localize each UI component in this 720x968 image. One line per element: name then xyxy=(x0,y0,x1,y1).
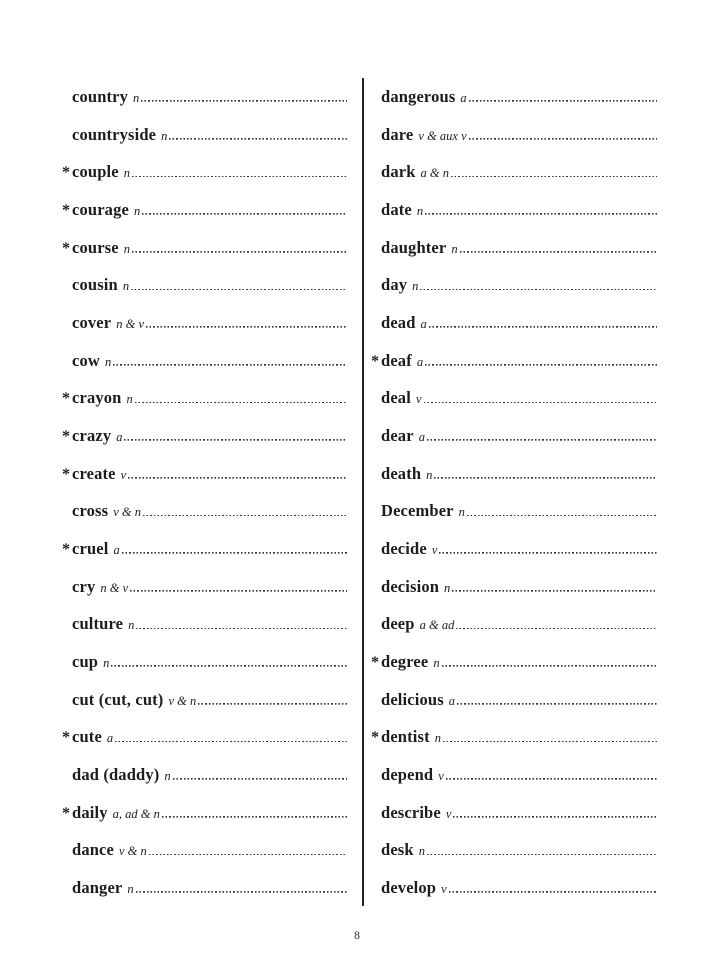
dotted-fill-in-line xyxy=(162,816,347,818)
part-of-speech-label: n xyxy=(126,392,133,407)
word-entry xyxy=(62,645,347,683)
part-of-speech-label: n xyxy=(122,279,130,294)
dotted-fill-in-line xyxy=(460,251,657,253)
part-of-speech-label: a xyxy=(113,543,120,558)
dotted-fill-in-line xyxy=(427,853,657,855)
headword: dead xyxy=(381,313,416,333)
part-of-speech-label: a xyxy=(448,693,456,708)
word-entry xyxy=(62,344,347,382)
dotted-fill-in-line xyxy=(124,439,347,441)
dotted-fill-in-line xyxy=(122,552,347,554)
word-list-column-left xyxy=(62,80,347,909)
part-of-speech-label: n xyxy=(426,467,433,482)
headword: decision xyxy=(381,576,440,596)
part-of-speech-label: n xyxy=(103,656,110,671)
asterisk-marker: * xyxy=(371,729,379,747)
headword: delicious xyxy=(381,689,444,709)
headword: dangerous xyxy=(381,87,456,106)
word-list-column-right xyxy=(371,80,657,909)
dotted-fill-in-line xyxy=(141,100,347,102)
part-of-speech-label: v xyxy=(415,392,422,407)
part-of-speech-label: n xyxy=(412,279,419,294)
word-entry xyxy=(62,419,347,457)
headword: cow xyxy=(72,350,100,370)
dotted-fill-in-line xyxy=(111,665,347,667)
word-entry xyxy=(371,758,657,796)
headword: develop xyxy=(381,878,437,898)
asterisk-marker: * xyxy=(371,352,379,370)
word-entry xyxy=(371,419,657,457)
dotted-fill-in-line xyxy=(449,891,657,893)
part-of-speech-label: v xyxy=(445,806,452,821)
asterisk-marker: * xyxy=(62,428,70,446)
dotted-fill-in-line xyxy=(457,703,657,705)
part-of-speech-label: n xyxy=(444,580,451,595)
word-entry xyxy=(371,796,657,834)
headword: desk xyxy=(381,840,414,860)
word-entry xyxy=(371,720,657,758)
headword: courage xyxy=(72,200,129,220)
dotted-fill-in-line xyxy=(453,816,657,818)
headword: cut (cut, cut) xyxy=(72,689,164,709)
asterisk-marker: * xyxy=(62,729,70,747)
word-entry xyxy=(371,118,657,156)
headword: danger xyxy=(72,878,123,898)
word-entry xyxy=(62,268,347,306)
word-entry xyxy=(62,306,347,344)
headword: deaf xyxy=(381,350,412,370)
word-entry xyxy=(371,494,657,532)
dotted-fill-in-line xyxy=(439,552,657,554)
word-entry xyxy=(62,231,347,269)
dotted-fill-in-line xyxy=(446,778,657,780)
headword: describe xyxy=(381,802,441,822)
part-of-speech-label: n & v xyxy=(100,580,129,595)
dotted-fill-in-line xyxy=(420,288,657,290)
asterisk-marker: * xyxy=(62,202,70,220)
word-entry xyxy=(62,457,347,495)
part-of-speech-label: a xyxy=(460,91,467,105)
part-of-speech-label: a xyxy=(416,354,424,369)
headword: countryside xyxy=(72,124,157,144)
headword: cross xyxy=(72,501,109,521)
dotted-fill-in-line xyxy=(169,138,347,140)
dotted-fill-in-line xyxy=(136,891,347,893)
headword: depend xyxy=(381,765,434,785)
part-of-speech-label: n xyxy=(434,731,441,746)
word-entry xyxy=(62,833,347,871)
dotted-fill-in-line xyxy=(469,138,657,140)
part-of-speech-label: n xyxy=(451,241,458,256)
headword: dad (daddy) xyxy=(72,765,160,785)
headword: day xyxy=(381,275,408,295)
part-of-speech-label: n xyxy=(161,128,168,143)
part-of-speech-label: v xyxy=(438,769,444,784)
dotted-fill-in-line xyxy=(425,364,657,366)
dotted-fill-in-line xyxy=(128,477,347,479)
headword: date xyxy=(381,200,412,220)
part-of-speech-label: v & n xyxy=(119,844,147,859)
word-entry xyxy=(371,193,657,231)
word-entry xyxy=(371,833,657,871)
part-of-speech-label: n xyxy=(164,769,171,784)
part-of-speech-label: n xyxy=(133,91,140,105)
headword: daily xyxy=(72,802,108,822)
dotted-fill-in-line xyxy=(451,175,657,177)
word-entry xyxy=(371,607,657,645)
dotted-fill-in-line xyxy=(149,853,347,855)
headword: couple xyxy=(72,162,119,182)
headword: create xyxy=(72,463,116,483)
word-entry xyxy=(62,381,347,419)
dotted-fill-in-line xyxy=(434,477,657,479)
word-entry xyxy=(62,607,347,645)
part-of-speech-label: v & n xyxy=(113,505,141,520)
part-of-speech-label: a xyxy=(418,430,425,445)
dotted-fill-in-line xyxy=(136,627,347,629)
part-of-speech-label: a & n xyxy=(420,166,450,181)
part-of-speech-label: a, ad & n xyxy=(112,806,160,821)
part-of-speech-label: n xyxy=(128,618,135,633)
dotted-fill-in-line xyxy=(469,100,657,102)
word-entry xyxy=(371,80,657,118)
dotted-fill-in-line xyxy=(115,740,347,742)
part-of-speech-label: v & aux v xyxy=(418,128,467,143)
headword: cover xyxy=(72,313,112,333)
word-entry xyxy=(62,80,347,118)
word-entry xyxy=(371,457,657,495)
dotted-fill-in-line xyxy=(427,439,657,441)
word-entry xyxy=(62,796,347,834)
word-entry xyxy=(371,306,657,344)
dotted-fill-in-line xyxy=(442,665,657,667)
dotted-fill-in-line xyxy=(452,590,657,592)
headword: cousin xyxy=(72,275,118,295)
headword: cup xyxy=(72,652,99,672)
headword: cute xyxy=(72,727,102,747)
part-of-speech-label: n & v xyxy=(116,317,145,332)
part-of-speech-label: n xyxy=(127,882,134,897)
part-of-speech-label: a xyxy=(420,317,427,332)
dotted-fill-in-line xyxy=(113,364,347,366)
word-entry xyxy=(371,344,657,382)
page-number: 8 xyxy=(354,930,360,942)
word-entry xyxy=(62,532,347,570)
asterisk-marker: * xyxy=(62,804,70,822)
asterisk-marker: * xyxy=(62,541,70,559)
word-entry xyxy=(62,570,347,608)
part-of-speech-label: n xyxy=(433,656,440,671)
word-entry xyxy=(371,570,657,608)
asterisk-marker: * xyxy=(371,654,379,672)
headword: dark xyxy=(381,162,416,182)
word-entry xyxy=(62,720,347,758)
word-entry xyxy=(62,155,347,193)
part-of-speech-label: n xyxy=(133,204,141,219)
part-of-speech-label: n xyxy=(123,166,130,181)
headword: deal xyxy=(381,388,411,408)
part-of-speech-label: n xyxy=(104,354,112,369)
asterisk-marker: * xyxy=(62,390,70,408)
word-entry xyxy=(62,683,347,721)
headword: culture xyxy=(72,614,124,634)
headword: death xyxy=(381,463,422,483)
word-entry xyxy=(62,118,347,156)
dotted-fill-in-line xyxy=(456,627,657,629)
dotted-fill-in-line xyxy=(198,703,347,705)
column-divider-line xyxy=(362,78,364,906)
part-of-speech-label: a xyxy=(106,731,114,746)
part-of-speech-label: n xyxy=(123,241,130,256)
word-entry xyxy=(371,155,657,193)
word-entry xyxy=(371,381,657,419)
headword: decide xyxy=(381,539,427,559)
part-of-speech-label: v xyxy=(120,467,127,482)
asterisk-marker: * xyxy=(62,465,70,483)
headword: deep xyxy=(381,614,415,634)
dotted-fill-in-line xyxy=(142,213,347,215)
headword: cruel xyxy=(72,539,109,559)
headword: December xyxy=(381,501,454,521)
headword: dentist xyxy=(381,727,430,747)
part-of-speech-label: n xyxy=(458,505,465,520)
headword: country xyxy=(72,87,129,106)
part-of-speech-label: a xyxy=(116,430,123,445)
headword: dear xyxy=(381,426,414,446)
dotted-fill-in-line xyxy=(425,213,657,215)
headword: crazy xyxy=(72,426,112,446)
headword: course xyxy=(72,237,119,257)
dotted-fill-in-line xyxy=(132,251,347,253)
word-entry xyxy=(371,871,657,909)
part-of-speech-label: v & n xyxy=(168,693,197,708)
word-entry xyxy=(371,645,657,683)
dotted-fill-in-line xyxy=(131,288,347,290)
asterisk-marker: * xyxy=(62,239,70,257)
word-entry xyxy=(62,494,347,532)
dotted-fill-in-line xyxy=(443,740,657,742)
word-entry xyxy=(371,268,657,306)
dotted-fill-in-line xyxy=(146,326,347,328)
dotted-fill-in-line xyxy=(143,514,347,516)
part-of-speech-label: a & ad xyxy=(419,618,455,633)
dotted-fill-in-line xyxy=(132,175,347,177)
headword: dance xyxy=(72,840,114,860)
part-of-speech-label: n xyxy=(416,204,424,219)
dotted-fill-in-line xyxy=(467,514,657,516)
word-entry xyxy=(62,871,347,909)
part-of-speech-label: v xyxy=(441,882,447,897)
word-entry xyxy=(371,532,657,570)
headword: cry xyxy=(72,576,96,596)
headword: degree xyxy=(381,652,429,672)
word-entry xyxy=(371,231,657,269)
word-entry xyxy=(62,758,347,796)
headword: dare xyxy=(381,124,414,144)
part-of-speech-label: n xyxy=(418,844,425,859)
headword: crayon xyxy=(72,388,122,408)
dotted-fill-in-line xyxy=(424,401,658,403)
headword: daughter xyxy=(381,237,447,257)
asterisk-marker: * xyxy=(62,164,70,182)
dotted-fill-in-line xyxy=(429,326,657,328)
part-of-speech-label: v xyxy=(431,543,438,558)
word-entry xyxy=(371,683,657,721)
word-entry xyxy=(62,193,347,231)
dotted-fill-in-line xyxy=(135,401,347,403)
dotted-fill-in-line xyxy=(173,778,347,780)
dotted-fill-in-line xyxy=(130,590,347,592)
